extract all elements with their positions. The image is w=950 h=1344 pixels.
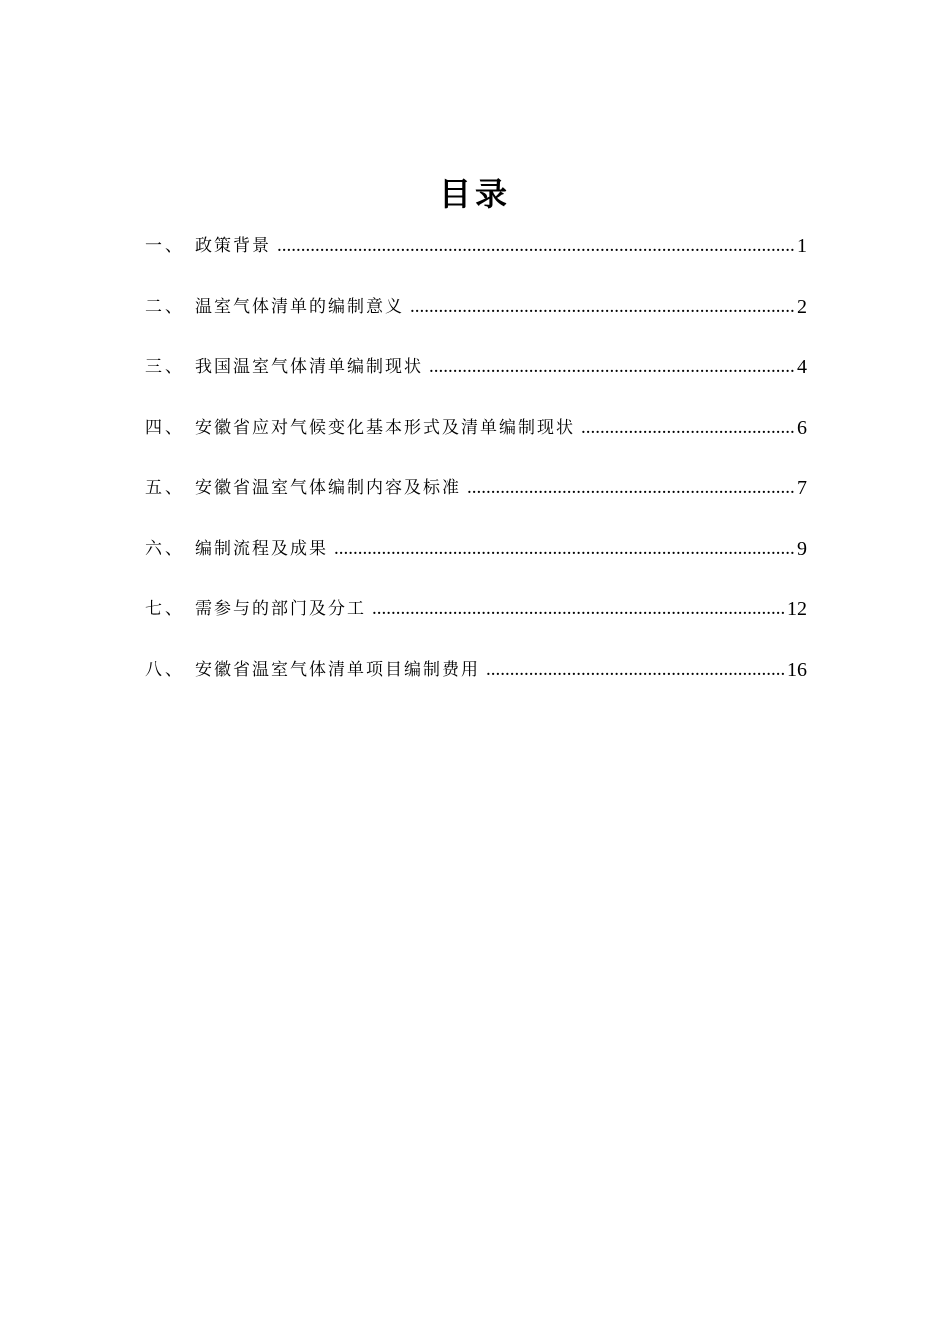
toc-entry-title: 政策背景 bbox=[195, 236, 271, 256]
toc-entry-number: 五、 bbox=[145, 478, 185, 498]
toc-entry-title: 安徽省温室气体编制内容及标准 bbox=[195, 478, 461, 498]
toc-entry-8[interactable] bbox=[145, 652, 807, 713]
toc-entry-number: 一、 bbox=[145, 236, 185, 256]
toc-entry-number: 八、 bbox=[145, 659, 185, 680]
toc-entry-title: 编制流程及成果 bbox=[195, 538, 328, 559]
toc-leader-dots bbox=[429, 349, 796, 385]
toc-entry-number: 七、 bbox=[145, 599, 185, 619]
toc-entry-title: 我国温室气体清单编制现状 bbox=[195, 357, 423, 377]
toc-entry-7[interactable] bbox=[145, 591, 807, 652]
toc-entry-1[interactable] bbox=[145, 228, 807, 289]
toc-entry-number: 二、 bbox=[145, 296, 185, 317]
toc-entry-page: 9 bbox=[797, 537, 807, 560]
toc-entry-6[interactable] bbox=[145, 531, 807, 592]
page-title: 目录 bbox=[438, 175, 511, 213]
toc-entry-page: 4 bbox=[797, 356, 807, 378]
toc-entry-page: 7 bbox=[797, 477, 807, 499]
toc-entry-3[interactable] bbox=[145, 349, 807, 410]
toc-entry-page: 1 bbox=[797, 235, 807, 257]
toc-entry-number: 四、 bbox=[145, 417, 185, 438]
toc-entry-title: 温室气体清单的编制意义 bbox=[195, 296, 404, 317]
toc-entry-title: 安徽省温室气体清单项目编制费用 bbox=[195, 659, 480, 680]
toc-entry-title: 安徽省应对气候变化基本形式及清单编制现状 bbox=[195, 417, 575, 438]
toc-entry-number: 六、 bbox=[145, 538, 185, 559]
toc-entry-5[interactable] bbox=[145, 470, 807, 531]
toc-entry-2[interactable] bbox=[145, 289, 807, 350]
toc-leader-dots bbox=[334, 531, 796, 567]
toc-entry-page: 12 bbox=[787, 598, 807, 620]
toc-leader-dots bbox=[467, 470, 796, 506]
table-of-contents bbox=[145, 228, 807, 712]
toc-leader-dots bbox=[581, 410, 796, 446]
toc-entry-page: 16 bbox=[787, 658, 807, 681]
toc-entry-page: 6 bbox=[797, 416, 807, 439]
toc-entry-title: 需参与的部门及分工 bbox=[195, 599, 366, 619]
toc-entry-page: 2 bbox=[797, 295, 807, 318]
toc-leader-dots bbox=[410, 289, 796, 325]
toc-leader-dots bbox=[277, 228, 796, 264]
toc-entry-number: 三、 bbox=[145, 357, 185, 377]
toc-leader-dots bbox=[372, 591, 786, 627]
toc-entry-4[interactable] bbox=[145, 410, 807, 471]
toc-leader-dots bbox=[486, 652, 786, 688]
